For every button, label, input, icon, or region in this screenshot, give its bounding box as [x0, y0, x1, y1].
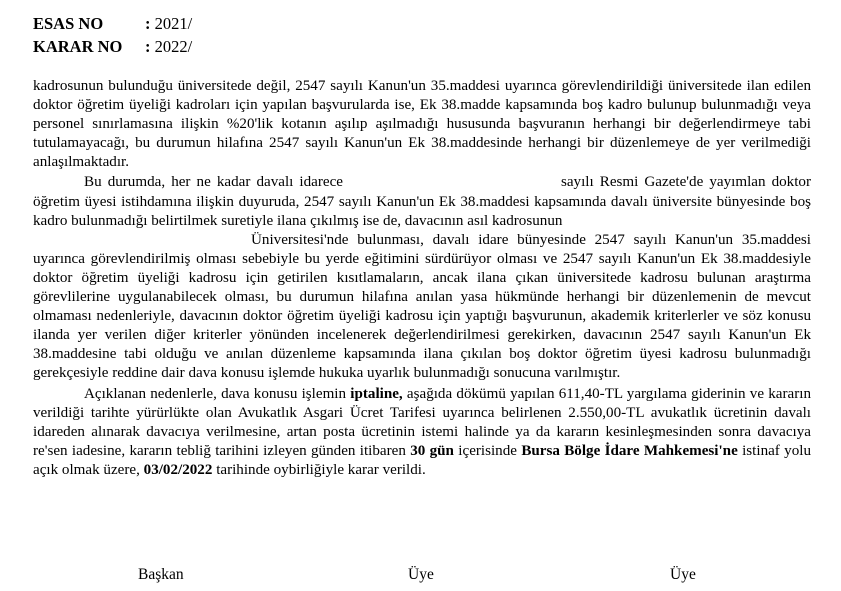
- esas-no-colon: :: [145, 14, 151, 33]
- case-header: [33, 12, 192, 58]
- paragraph-3: [33, 385, 811, 480]
- signature-uye-2: Üye: [670, 566, 696, 583]
- esas-no-value: 2021/: [154, 14, 193, 33]
- paragraph-3-part-5: tarihinde oybirliğiyle karar verildi.: [216, 461, 426, 478]
- signature-uye-1: Üye: [408, 566, 434, 583]
- paragraph-3-bold-3: Bursa Bölge İdare Mahkemesi'ne: [521, 442, 738, 459]
- paragraph-2-part-3: Üniversitesi'nde bulunması, davalı idare bünyesinde 2547 sayılı Kanun'un 35.maddesi uyarınca görevlendirilmiş olması sebebiyle bu yerde eğitimini sürdürüyor olması ve 2547 sayılı Kanun'un Ek 38.maddesiyle doktor öğretim üyeliği kadrosu için getirilen kısıtlamaların, ancak ilana çıkan üniversitede kadrosu bulunan araştırma görevlilerine uygulanabilecek olması, bu durumun hilafına anılan yasa hükmünde herhangi bir düzenlemenin de mevcut olmaması nedenleriyle, davacının doktor öğretim üyeliği kadrosu için yaptığı başvurunun, akademik kriterlerler ve söz konusu ilanda yer verilen diğer kriterler yönünden incelenerek değerlendirilmesi gerekirken, davacının 2547 sayılı Kanun'un Ek 38.maddesine tabi olduğu ve anılan düzenleme kapsamında ilana çıkılan boş doktor öğretim üyesi kadrosu bulunmadığı gerekçesiyle reddine dair dava konusu işlemde hukuka uyarlık bulunmadığı sonucuna varılmıştır.: [33, 231, 811, 382]
- karar-no-colon: :: [145, 37, 151, 56]
- paragraph-2-part-2: sayılı Resmi Gazete'de yayımlan doktor öğretim üyesi istihdamına ilişkin duyuruda, 2547 sayılı Kanun'un Ek 38.maddesi kapsamında davalı üniversite bünyesinde boş kadro bulunmadığı belirtilmek suretiyle ilana çıkılmış ise de, davacının asıl kadrosunun: [33, 174, 811, 229]
- karar-no-label: KARAR NO: [33, 37, 123, 56]
- paragraph-3-part-2: aşağıda dökümü yapılan 611,40-TL yargılama giderinin ve kararın verildiği tarihte yürürlükte olan Avukatlık Asgari Ücret Tarifesi uyarınca belirlenen 2.550,00-TL avukatlık ücretinin davalı idareden alınarak davacıya verilmesine, artan posta ücretinin istemi halinde ya da kararın kesinleşmesinden sonra davacıya re'sen iadesine, kararın tebliğ tarihini izleyen günden itibaren: [33, 385, 811, 459]
- paragraph-3-bold-4: 03/02/2022: [143, 461, 213, 478]
- esas-no-label: ESAS NO: [33, 14, 104, 33]
- paragraph-3-bold-1: iptaline,: [350, 385, 403, 402]
- esas-no-row: [33, 12, 192, 35]
- karar-no-row: [33, 35, 192, 58]
- paragraph-1: kadrosunun bulunduğu üniversitede değil, 2547 sayılı Kanun'un 35.maddesi uyarınca görevlendirildiği üniversitede ilan edilen doktor öğretim üyeliği kadroları için yapılan başvurularda ise, Ek 38.madde kapsamında boş kadro bulunup bulunmadığı veya personel sınırlamasına ilişkin %20'lik kotanın aşılıp aşılmadığı hususunda başvuranın herhangi bir değerlendirmeye tabi tutulamayacağı, bu durumun hilafına 2547 sayılı Kanun'un Ek 38.maddesinde herhangi bir düzenlemeye de yer verilmediği anlaşılmaktadır.: [33, 78, 811, 171]
- paragraph-2-part-1: Bu durumda, her ne kadar davalı idarece: [84, 174, 343, 191]
- paragraph-3-part-1: Açıklanan nedenlerle, dava konusu işlemin: [84, 385, 347, 402]
- paragraph-3-part-4: istinaf yolu açık olmak üzere,: [33, 442, 811, 478]
- paragraph-2: [33, 173, 811, 383]
- paragraph-3-part-3: içerisinde: [458, 442, 517, 459]
- decision-body: [33, 77, 811, 480]
- signature-baskan: Başkan: [138, 566, 184, 583]
- karar-no-value: 2022/: [154, 37, 193, 56]
- paragraph-3-bold-2: 30 gün: [410, 442, 454, 459]
